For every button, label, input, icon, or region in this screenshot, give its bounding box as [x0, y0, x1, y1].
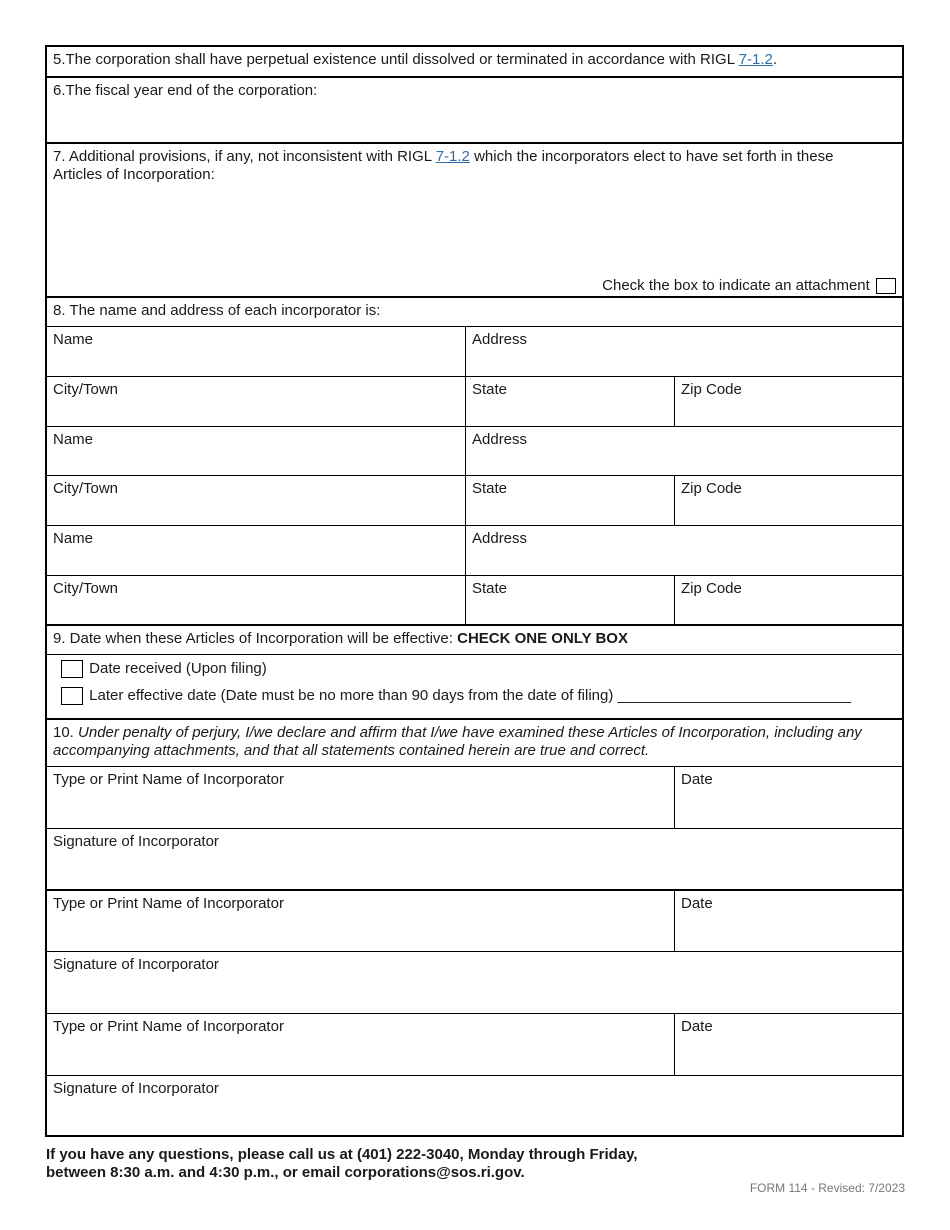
attachment-indicator — [602, 277, 896, 294]
incorporator2-name-date-row — [47, 889, 902, 951]
zip-field[interactable]: Zip Code — [674, 476, 902, 525]
print-name-field[interactable]: Type or Print Name of Incorporator — [53, 895, 284, 912]
option-upon-filing[interactable] — [61, 660, 267, 678]
item8-heading: 8. The name and address of each incorporator is: — [53, 302, 381, 319]
signature-label: Signature of Incorporator — [53, 1080, 219, 1097]
incorporator1-city-row — [47, 376, 902, 426]
later-date-label: Later effective date (Date must be no more than 90 days from the date of filing) ____________________________ — [89, 687, 852, 704]
upon-filing-label: Date received (Upon filing) — [89, 660, 267, 677]
print-name-field[interactable]: Type or Print Name of Incorporator — [53, 1018, 284, 1035]
item7-row[interactable] — [47, 142, 902, 298]
incorporator1-name-address-row — [47, 326, 902, 376]
incorporator2-city-row — [47, 475, 902, 525]
address-field[interactable]: Address — [465, 427, 902, 476]
item6-label: 6.The fiscal year end of the corporation: — [53, 82, 318, 99]
name-field[interactable]: Name — [53, 431, 94, 448]
state-field[interactable]: State — [465, 476, 674, 525]
city-field[interactable]: City/Town — [53, 480, 119, 497]
articles-form — [45, 45, 904, 1137]
city-field[interactable]: City/Town — [53, 580, 119, 597]
attachment-label: Check the box to indicate an attachment — [602, 276, 870, 294]
incorporator1-signature-row[interactable] — [47, 828, 902, 890]
zip-field[interactable]: Zip Code — [674, 377, 902, 426]
incorporator3-name-address-row — [47, 525, 902, 575]
form-number: FORM 114 - Revised: 7/2023 — [749, 1181, 905, 1195]
contact-line-2: between 8:30 a.m. and 4:30 p.m., or email corporations@sos.ri.gov. — [46, 1164, 525, 1181]
incorporator2-signature-row[interactable] — [47, 951, 902, 1013]
print-name-field[interactable]: Type or Print Name of Incorporator — [53, 771, 284, 788]
address-field[interactable]: Address — [465, 327, 902, 376]
item5-row — [47, 47, 902, 77]
zip-field[interactable]: Zip Code — [674, 576, 902, 625]
item9-heading-row — [47, 624, 902, 654]
item5-text: 5.The corporation shall have perpetual existence until dissolved or terminated in accordance with RIGL 7-1.2. — [53, 51, 778, 68]
date-field[interactable]: Date — [674, 1014, 902, 1075]
signature-label: Signature of Incorporator — [53, 956, 219, 973]
item10-declaration: 10. Under penalty of perjury, I/we declare and affirm that I/we have examined these Articles of Incorporation, including any accompanying attachments, and that all statements contained herein are true and correct. — [53, 724, 862, 759]
upon-filing-checkbox[interactable] — [61, 660, 83, 678]
item6-row[interactable] — [47, 76, 902, 143]
item9-options — [47, 654, 902, 719]
city-field[interactable]: City/Town — [53, 381, 119, 398]
state-field[interactable]: State — [465, 377, 674, 426]
item8-row — [47, 296, 902, 326]
incorporator2-name-address-row — [47, 426, 902, 476]
option-later-date[interactable] — [61, 687, 851, 705]
rigl-link[interactable]: 7-1.2 — [738, 51, 773, 68]
item9-heading: 9. Date when these Articles of Incorporation will be effective: CHECK ONE ONLY BOX — [53, 630, 628, 647]
item7-label: 7. Additional provisions, if any, not inconsistent with RIGL 7-1.2 which the incorporators elect to have set forth in these Articles of Incorporation: — [53, 148, 834, 183]
rigl-link[interactable]: 7-1.2 — [435, 148, 470, 165]
contact-info — [46, 1146, 638, 1182]
later-date-checkbox[interactable] — [61, 687, 83, 705]
item10-row — [47, 718, 902, 766]
incorporator3-signature-row[interactable] — [47, 1075, 902, 1137]
address-field[interactable]: Address — [465, 526, 902, 575]
incorporator3-name-date-row — [47, 1013, 902, 1075]
incorporator1-name-date-row — [47, 766, 902, 828]
contact-line-1: If you have any questions, please call us at (401) 222-3040, Monday through Friday, — [46, 1146, 638, 1163]
date-field[interactable]: Date — [674, 891, 902, 951]
date-field[interactable]: Date — [674, 767, 902, 828]
state-field[interactable]: State — [465, 576, 674, 625]
incorporator3-city-row — [47, 575, 902, 625]
signature-label: Signature of Incorporator — [53, 833, 219, 850]
attachment-checkbox[interactable] — [876, 278, 896, 294]
name-field[interactable]: Name — [53, 530, 94, 547]
name-field[interactable]: Name — [53, 331, 94, 348]
